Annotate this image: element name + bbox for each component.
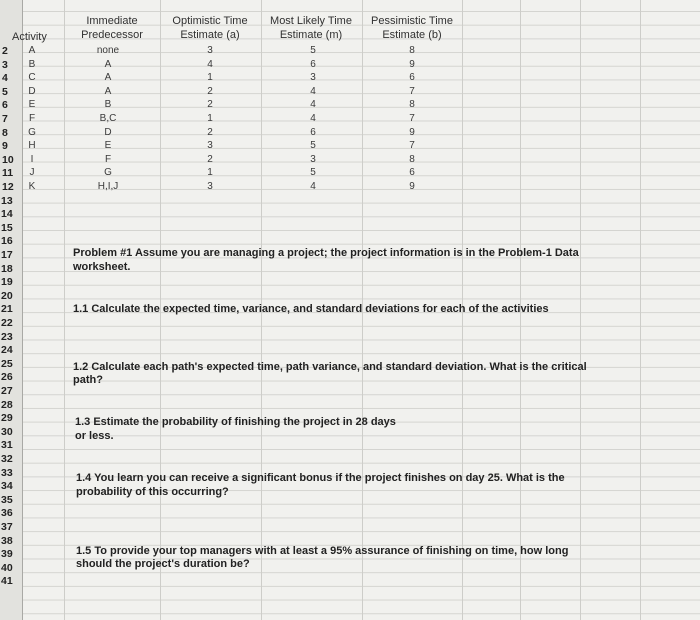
row-number: 35 bbox=[1, 493, 13, 506]
row-number: 20 bbox=[1, 289, 13, 302]
cell-activity[interactable]: D bbox=[28, 85, 36, 97]
cell-most-likely[interactable]: 3 bbox=[310, 72, 316, 84]
header-predecessor-line1: Immediate bbox=[86, 15, 138, 27]
cell-most-likely[interactable]: 3 bbox=[310, 153, 316, 165]
cell-optimistic[interactable]: 2 bbox=[207, 85, 213, 97]
cell-optimistic[interactable]: 1 bbox=[207, 72, 213, 84]
cell-activity[interactable]: C bbox=[28, 72, 36, 84]
cell-predecessor[interactable]: A bbox=[104, 72, 112, 84]
cell-activity[interactable]: J bbox=[29, 167, 35, 179]
question-1-2-line1: 1.2 Calculate each path's expected time, path variance, and standard deviation. What is the critical bbox=[73, 361, 587, 373]
cell-activity[interactable]: B bbox=[28, 58, 36, 70]
row-number: 39 bbox=[1, 548, 13, 561]
row-number: 9 bbox=[2, 140, 8, 153]
cell-pessimistic[interactable]: 7 bbox=[409, 113, 415, 124]
header-optimistic-line1: Optimistic Time bbox=[172, 15, 248, 27]
row-number: 3 bbox=[2, 58, 8, 71]
row-number: 37 bbox=[1, 521, 13, 533]
cell-predecessor[interactable]: H,I,J bbox=[97, 181, 119, 192]
header-pessimistic-line2: Estimate (b) bbox=[382, 29, 442, 41]
cell-predecessor[interactable]: A bbox=[104, 85, 112, 97]
row-number: 10 bbox=[2, 153, 14, 166]
problem-intro-line1: Problem #1 Assume you are managing a project; the project information is in the Problem-1 Data bbox=[73, 247, 579, 259]
cell-optimistic[interactable]: 2 bbox=[207, 126, 213, 138]
problem-intro-line2: worksheet. bbox=[73, 261, 131, 273]
row-number: 31 bbox=[1, 439, 13, 452]
cell-most-likely[interactable]: 5 bbox=[310, 140, 316, 152]
row-number: 11 bbox=[2, 167, 14, 180]
cell-optimistic[interactable]: 2 bbox=[207, 153, 213, 165]
cell-predecessor[interactable]: none bbox=[96, 45, 120, 56]
cell-most-likely[interactable]: 4 bbox=[310, 85, 316, 97]
header-predecessor-line2: Predecessor bbox=[81, 29, 143, 41]
col-divider bbox=[64, 0, 65, 620]
cell-pessimistic[interactable]: 7 bbox=[409, 140, 415, 152]
cell-activity[interactable]: A bbox=[28, 45, 36, 56]
question-1-5-line1: 1.5 To provide your top managers with at least a 95% assurance of finishing on time, how long bbox=[76, 545, 569, 557]
row-number: 30 bbox=[1, 425, 13, 438]
header-pessimistic-line1: Pessimistic Time bbox=[371, 15, 453, 27]
row-number: 27 bbox=[1, 385, 13, 397]
cell-most-likely[interactable]: 5 bbox=[310, 167, 316, 179]
row-number: 19 bbox=[1, 276, 13, 289]
row-number: 36 bbox=[1, 507, 13, 520]
cell-predecessor[interactable]: E bbox=[104, 140, 112, 152]
cell-activity[interactable]: E bbox=[28, 99, 36, 111]
cell-activity[interactable]: H bbox=[28, 140, 36, 152]
cell-predecessor[interactable]: B bbox=[104, 99, 112, 111]
row-number: 21 bbox=[1, 303, 13, 316]
question-1-4-line1: 1.4 You learn you can receive a significant bonus if the project finishes on day 25. What is the bbox=[76, 472, 565, 484]
cell-predecessor[interactable]: G bbox=[104, 167, 112, 179]
cell-pessimistic[interactable]: 8 bbox=[409, 99, 415, 111]
row-number: 41 bbox=[1, 575, 13, 588]
question-1-2-line2: path? bbox=[73, 374, 103, 386]
row-number: 4 bbox=[2, 72, 8, 85]
header-activity: Activity bbox=[12, 31, 47, 43]
cell-activity[interactable]: I bbox=[30, 153, 34, 165]
cell-optimistic[interactable]: 1 bbox=[207, 167, 213, 179]
row-number: 28 bbox=[1, 398, 13, 411]
row-number: 23 bbox=[1, 330, 13, 343]
row-number: 7 bbox=[2, 113, 8, 125]
cell-optimistic[interactable]: 3 bbox=[207, 181, 213, 192]
cell-predecessor[interactable]: B,C bbox=[99, 113, 117, 124]
row-number: 24 bbox=[1, 344, 13, 357]
row-number: 25 bbox=[1, 357, 13, 370]
cell-activity[interactable]: F bbox=[28, 113, 36, 124]
header-optimistic-line2: Estimate (a) bbox=[180, 29, 240, 41]
cell-pessimistic[interactable]: 7 bbox=[409, 85, 415, 97]
cell-pessimistic[interactable]: 6 bbox=[409, 167, 415, 179]
row-number: 15 bbox=[1, 221, 13, 234]
row-number: 13 bbox=[1, 194, 13, 207]
cell-most-likely[interactable]: 4 bbox=[310, 181, 316, 192]
cell-optimistic[interactable]: 1 bbox=[207, 113, 213, 124]
cell-most-likely[interactable]: 6 bbox=[310, 126, 316, 138]
cell-most-likely[interactable]: 4 bbox=[310, 113, 316, 124]
row-number: 14 bbox=[1, 208, 13, 221]
question-1-5-line2: should the project's duration be? bbox=[76, 558, 250, 570]
row-number: 8 bbox=[2, 126, 8, 139]
cell-activity[interactable]: K bbox=[28, 181, 36, 192]
cell-pessimistic[interactable]: 8 bbox=[409, 45, 415, 56]
row-number: 12 bbox=[2, 181, 14, 193]
cell-pessimistic[interactable]: 6 bbox=[409, 72, 415, 84]
cell-optimistic[interactable]: 3 bbox=[207, 45, 213, 56]
question-1-4-line2: probability of this occurring? bbox=[76, 486, 229, 498]
cell-optimistic[interactable]: 2 bbox=[207, 99, 213, 111]
cell-pessimistic[interactable]: 9 bbox=[409, 58, 415, 70]
row-number: 6 bbox=[2, 99, 8, 112]
cell-optimistic[interactable]: 4 bbox=[207, 58, 213, 70]
cell-predecessor[interactable]: A bbox=[104, 58, 112, 70]
row-number: 38 bbox=[1, 534, 13, 547]
row-number: 18 bbox=[1, 262, 13, 275]
cell-predecessor[interactable]: F bbox=[104, 153, 112, 165]
row-number: 17 bbox=[1, 249, 13, 261]
cell-pessimistic[interactable]: 9 bbox=[409, 181, 415, 192]
row-number: 40 bbox=[1, 561, 13, 574]
row-number: 16 bbox=[1, 235, 13, 248]
cell-activity[interactable]: G bbox=[28, 126, 36, 138]
cell-pessimistic[interactable]: 9 bbox=[409, 126, 415, 138]
cell-pessimistic[interactable]: 8 bbox=[409, 153, 415, 165]
cell-predecessor[interactable]: D bbox=[104, 126, 112, 138]
row-number: 33 bbox=[1, 466, 13, 479]
row-number: 29 bbox=[1, 412, 13, 425]
cell-optimistic[interactable]: 3 bbox=[207, 140, 213, 152]
cell-most-likely[interactable]: 6 bbox=[310, 58, 316, 70]
row-number: 34 bbox=[1, 480, 13, 493]
row-number: 26 bbox=[1, 371, 13, 384]
cell-most-likely[interactable]: 4 bbox=[310, 99, 316, 111]
header-most-likely-line1: Most Likely Time bbox=[270, 15, 352, 27]
row-number: 2 bbox=[2, 45, 8, 57]
question-1-3-line1: 1.3 Estimate the probability of finishing the project in 28 days bbox=[75, 416, 396, 428]
cell-most-likely[interactable]: 5 bbox=[310, 45, 316, 56]
question-1-1: 1.1 Calculate the expected time, variance, and standard deviations for each of the activities bbox=[73, 303, 549, 315]
row-number: 22 bbox=[1, 317, 13, 329]
row-number: 32 bbox=[1, 453, 13, 465]
row-number: 5 bbox=[2, 85, 8, 98]
header-most-likely-line2: Estimate (m) bbox=[279, 29, 343, 41]
question-1-3-line2: or less. bbox=[75, 430, 114, 442]
